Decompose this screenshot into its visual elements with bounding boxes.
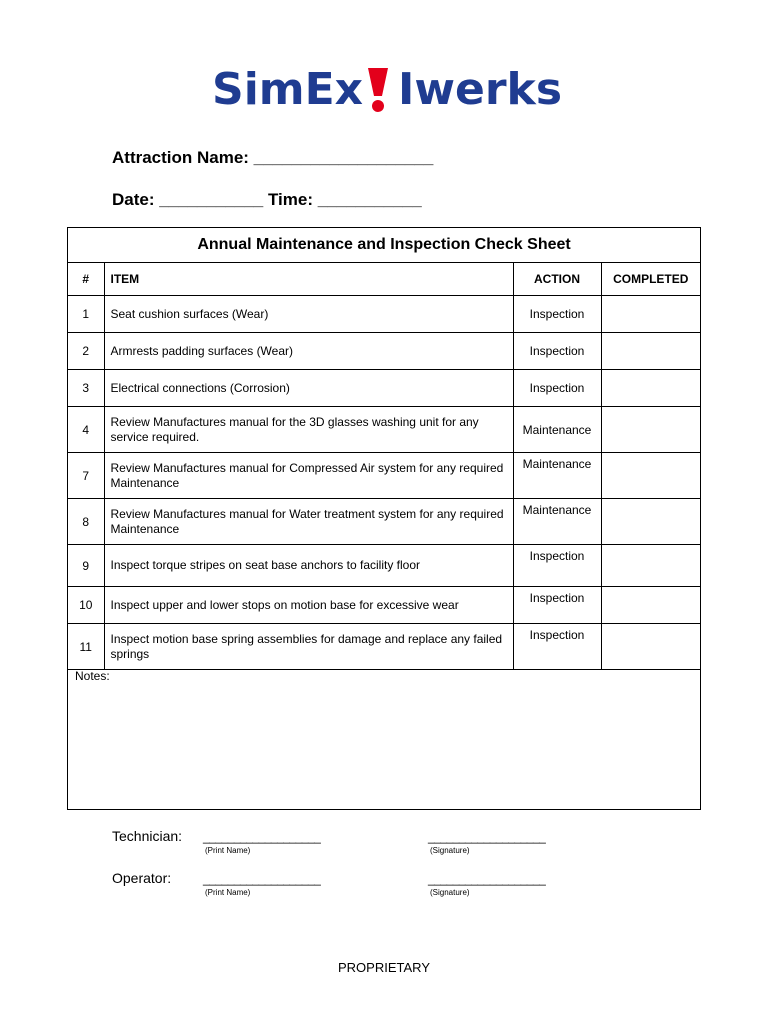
header-num: #: [68, 263, 104, 296]
row-completed-cell[interactable]: [601, 407, 700, 453]
table-row: [68, 407, 700, 453]
row-action: Maintenance: [513, 453, 601, 499]
technician-signature-caption: (Signature): [430, 846, 470, 855]
title-row: [68, 228, 700, 263]
technician-signature-line[interactable]: ___________________: [428, 830, 546, 844]
row-num: 2: [68, 333, 104, 370]
table-row: [68, 624, 700, 670]
operator-signature-caption: (Signature): [430, 888, 470, 897]
row-num: 10: [68, 587, 104, 624]
header-row: [68, 263, 700, 296]
row-item: Inspect motion base spring assemblies for damage and replace any failed springs: [104, 624, 513, 670]
table-row: [68, 370, 700, 407]
row-item: Armrests padding surfaces (Wear): [104, 333, 513, 370]
row-item: Review Manufactures manual for Water treatment system for any required Maintenance: [104, 499, 513, 545]
technician-label: Technician:: [112, 828, 183, 844]
operator-print-name-caption: (Print Name): [205, 888, 251, 897]
check-sheet-table: [68, 228, 700, 670]
row-completed-cell[interactable]: [601, 624, 700, 670]
table-row: [68, 545, 700, 587]
row-action: Maintenance: [513, 499, 601, 545]
operator-label: Operator:: [112, 870, 172, 886]
company-logo: [0, 56, 768, 120]
row-completed-cell[interactable]: [601, 545, 700, 587]
row-num: 4: [68, 407, 104, 453]
row-num: 1: [68, 296, 104, 333]
footer-proprietary: PROPRIETARY: [338, 960, 430, 975]
row-action: Inspection: [513, 545, 601, 587]
row-action: Maintenance: [513, 407, 601, 453]
row-action: Inspection: [513, 624, 601, 670]
check-sheet: [67, 227, 701, 810]
row-item: Review Manufactures manual for the 3D glasses washing unit for any service required.: [104, 407, 513, 453]
row-item: Review Manufactures manual for Compressed Air system for any required Maintenance: [104, 453, 513, 499]
header-action: ACTION: [513, 263, 601, 296]
row-completed-cell[interactable]: [601, 333, 700, 370]
table-row: [68, 453, 700, 499]
operator-signature-line[interactable]: ___________________: [428, 872, 546, 886]
notes-label: Notes:: [75, 669, 110, 683]
row-item: Inspect upper and lower stops on motion base for excessive wear: [104, 587, 513, 624]
row-action: Inspection: [513, 296, 601, 333]
logo-text-left: SimEx: [212, 64, 364, 115]
technician-print-name-line[interactable]: ___________________: [203, 830, 321, 844]
table-row: [68, 296, 700, 333]
row-completed-cell[interactable]: [601, 587, 700, 624]
header-completed: COMPLETED: [601, 263, 700, 296]
sheet-title: Annual Maintenance and Inspection Check Sheet: [68, 228, 700, 263]
row-completed-cell[interactable]: [601, 370, 700, 407]
simex-iwerks-logo: [204, 56, 564, 120]
date-time-field: Date: ___________ Time: ___________: [112, 190, 422, 209]
header-item: ITEM: [104, 263, 513, 296]
row-completed-cell[interactable]: [601, 296, 700, 333]
table-row: [68, 587, 700, 624]
row-num: 11: [68, 624, 104, 670]
row-item: Electrical connections (Corrosion): [104, 370, 513, 407]
row-num: 9: [68, 545, 104, 587]
notes-area[interactable]: [68, 667, 700, 809]
logo-exclamation-dot-icon: [372, 100, 384, 112]
row-item: Seat cushion surfaces (Wear): [104, 296, 513, 333]
row-completed-cell[interactable]: [601, 453, 700, 499]
row-action: Inspection: [513, 370, 601, 407]
row-num: 7: [68, 453, 104, 499]
technician-print-name-caption: (Print Name): [205, 846, 251, 855]
row-action: Inspection: [513, 587, 601, 624]
row-num: 8: [68, 499, 104, 545]
operator-print-name-line[interactable]: ___________________: [203, 872, 321, 886]
row-num: 3: [68, 370, 104, 407]
row-item: Inspect torque stripes on seat base anchors to facility floor: [104, 545, 513, 587]
logo-text-right: Iwerks: [398, 64, 563, 115]
table-row: [68, 499, 700, 545]
row-action: Inspection: [513, 333, 601, 370]
attraction-name-field: Attraction Name: ___________________: [112, 148, 434, 167]
row-completed-cell[interactable]: [601, 499, 700, 545]
table-row: [68, 333, 700, 370]
logo-exclamation-icon: [368, 68, 388, 96]
